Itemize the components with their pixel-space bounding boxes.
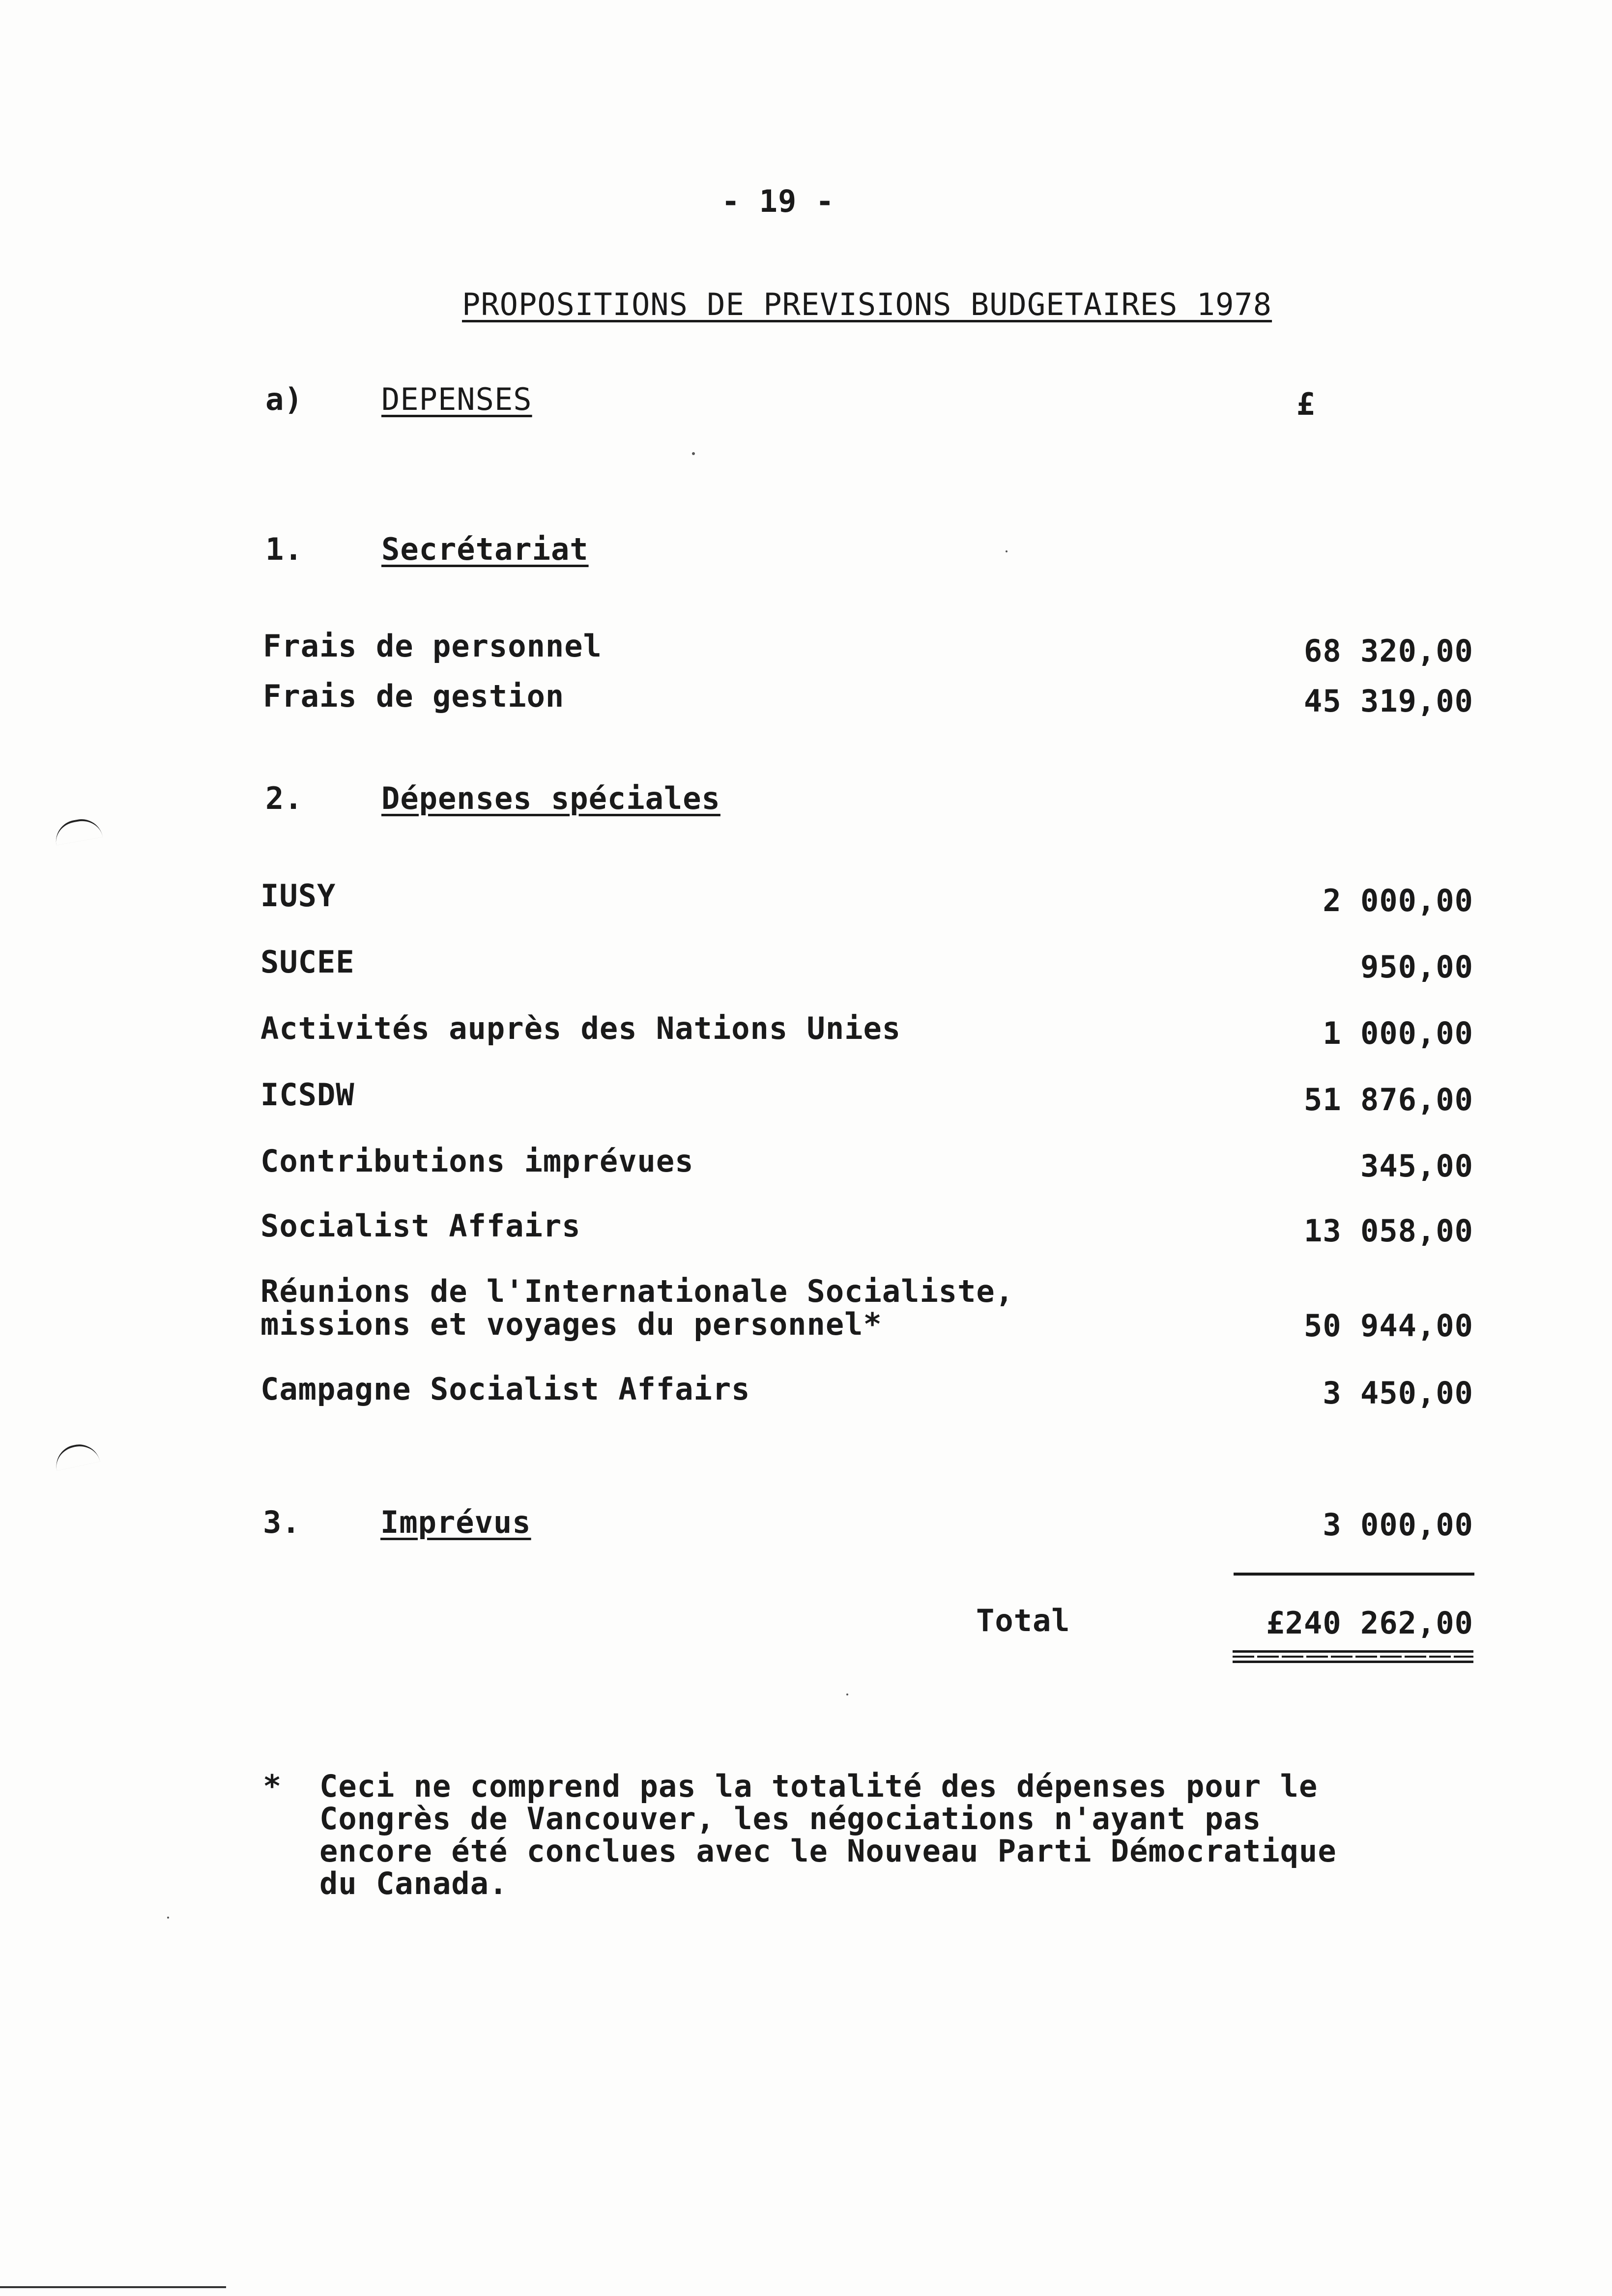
scan-speck bbox=[846, 1693, 848, 1695]
footnote-line: Ceci ne comprend pas la totalité des dépenses pour le bbox=[319, 1768, 1318, 1804]
item-label: Frais de personnel bbox=[263, 628, 602, 664]
item-amount: 13 058,00 bbox=[1304, 1213, 1473, 1249]
item-amount: 2 000,00 bbox=[1323, 883, 1473, 918]
section-1-number: 1. bbox=[265, 531, 303, 567]
section-2-heading: Dépenses spéciales bbox=[381, 780, 720, 816]
item-amount: 51 876,00 bbox=[1304, 1082, 1473, 1118]
item-amount: 950,00 bbox=[1360, 949, 1473, 985]
item-label-line1: Réunions de l'Internationale Socialiste, bbox=[260, 1273, 1014, 1309]
footnote-line: Congrès de Vancouver, les négociations n'ayant pas bbox=[319, 1801, 1262, 1837]
scan-mark-upper bbox=[53, 816, 103, 845]
item-label: ICSDW bbox=[260, 1077, 355, 1113]
item-label-line2: missions et voyages du personnel* bbox=[260, 1306, 882, 1342]
scan-edge-line bbox=[0, 2286, 226, 2288]
item-label: Activités auprès des Nations Unies bbox=[260, 1010, 901, 1046]
total-rule bbox=[1234, 1573, 1474, 1576]
total-label: Total bbox=[976, 1603, 1070, 1638]
section-3-amount: 3 000,00 bbox=[1323, 1507, 1473, 1543]
section-3-number: 3. bbox=[263, 1504, 301, 1540]
currency-symbol: £ bbox=[1296, 386, 1316, 422]
item-amount: 68 320,00 bbox=[1304, 633, 1473, 669]
section-a-label: a) bbox=[265, 381, 303, 417]
section-2-number: 2. bbox=[265, 780, 303, 816]
scan-speck bbox=[692, 452, 695, 455]
item-label: SUCEE bbox=[260, 944, 355, 980]
item-amount: 345,00 bbox=[1360, 1148, 1473, 1184]
scan-speck bbox=[1006, 550, 1008, 552]
total-double-underline bbox=[1233, 1650, 1473, 1663]
page-number: - 19 - bbox=[721, 183, 835, 219]
item-label: Campagne Socialist Affairs bbox=[260, 1371, 750, 1407]
item-label: Frais de gestion bbox=[263, 678, 565, 714]
item-label: Contributions imprévues bbox=[260, 1143, 694, 1179]
section-1-heading: Secrétariat bbox=[381, 531, 589, 567]
footnote-line: du Canada. bbox=[319, 1866, 508, 1901]
scan-mark-lower bbox=[52, 1440, 100, 1471]
page-title: PROPOSITIONS DE PREVISIONS BUDGETAIRES 1978 bbox=[462, 287, 1272, 322]
section-a-heading: DEPENSES bbox=[381, 381, 532, 417]
item-amount: 1 000,00 bbox=[1323, 1015, 1473, 1051]
item-amount: 50 944,00 bbox=[1304, 1308, 1473, 1344]
footnote-marker: * bbox=[263, 1768, 282, 1804]
total-amount: £240 262,00 bbox=[1266, 1605, 1473, 1641]
item-label: Socialist Affairs bbox=[260, 1208, 581, 1244]
item-amount: 45 319,00 bbox=[1304, 683, 1473, 719]
item-amount: 3 450,00 bbox=[1323, 1375, 1473, 1411]
scan-speck bbox=[167, 1917, 169, 1919]
footnote-line: encore été conclues avec le Nouveau Parti Démocratique bbox=[319, 1833, 1337, 1869]
section-3-heading: Imprévus bbox=[380, 1504, 531, 1540]
item-label: IUSY bbox=[260, 878, 336, 914]
